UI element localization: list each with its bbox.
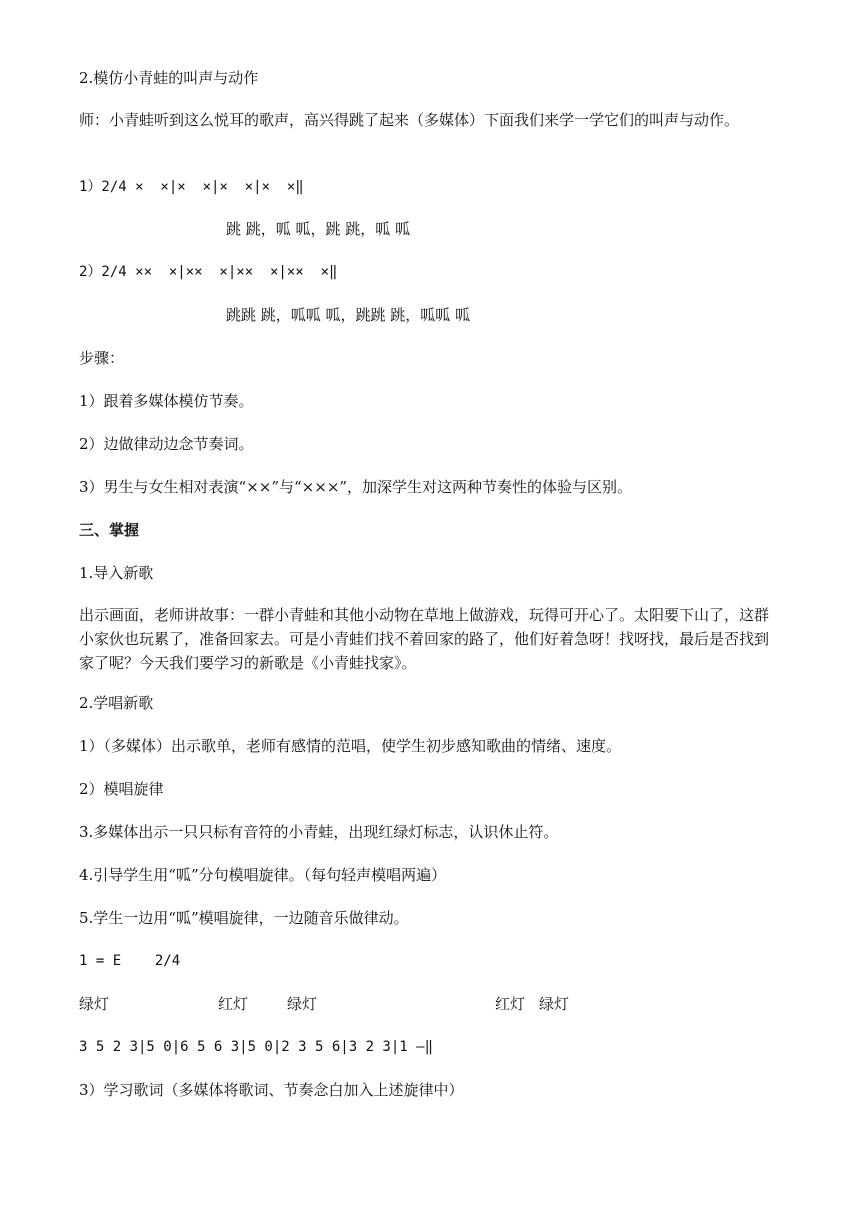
- green-light-label: 绿灯: [539, 995, 570, 1013]
- subheading-new-song: 1.导入新歌: [79, 564, 154, 582]
- rhythm-line-1: 1）2/4 × ×|× ×|× ×|× ×‖: [79, 179, 304, 195]
- section-heading-master: 三、掌握: [79, 521, 140, 539]
- red-light-label: 红灯: [218, 995, 249, 1013]
- item-4: 4.引导学生用“呱”分句模唱旋律。（每句轻声模唱两遍）: [79, 866, 447, 884]
- rhythm-words-2: 跳跳 跳，呱呱 呱，跳跳 跳，呱呱 呱: [226, 306, 471, 324]
- red-light-label: 红灯: [495, 995, 526, 1013]
- steps-heading: 步骤：: [79, 349, 125, 367]
- learn-lyrics-step: 3）学习歌词（多媒体将歌词、节奏念白加入上述旋律中）: [79, 1081, 464, 1099]
- green-light-label: 绿灯: [287, 995, 318, 1013]
- learn-step-2: 2）模唱旋律: [79, 780, 164, 798]
- learn-step-1: 1）（多媒体）出示歌单，老师有感情的范唱，使学生初步感知歌曲的情绪、速度。: [79, 737, 622, 755]
- key-signature: 1 = E 2/4: [79, 953, 181, 969]
- rhythm-words-1: 跳 跳，呱 呱，跳 跳，呱 呱: [226, 220, 411, 238]
- step-3: 3）男生与女生相对表演“××”与“×××”，加深学生对这两种节奏性的体验与区别。: [79, 478, 633, 496]
- heading-imitate-frog: 2.模仿小青蛙的叫声与动作: [79, 69, 259, 87]
- green-light-label: 绿灯: [79, 995, 110, 1013]
- story-paragraph: 出示画面，老师讲故事：一群小青蛙和其他小动物在草地上做游戏，玩得可开心了。太阳要下山了，这群小家伙也玩累了，准备回家去。可是小青蛙们找不着回家的路了，他们好着急呀！找呀找，最后是否找到家了呢？今天我们要学习的新歌是《小青蛙找家》。: [79, 606, 770, 672]
- step-2: 2）边做律动边念节奏词。: [79, 435, 254, 453]
- step-1: 1）跟着多媒体模仿节奏。: [79, 392, 254, 410]
- melody-notation: 3 5 2 3|5 0|6 5 6 3|5 0|2 3 5 6|3 2 3|1 —‖: [79, 1039, 434, 1055]
- teacher-intro-paragraph: 师：小青蛙听到这么悦耳的歌声，高兴得跳了起来（多媒体）下面我们来学一学它们的叫声与动作。: [79, 111, 740, 129]
- rhythm-line-2: 2）2/4 ×× ×|×× ×|×× ×|×× ×‖: [79, 264, 338, 280]
- item-3: 3.多媒体出示一只只标有音符的小青蛙，出现红绿灯标志，认识休止符。: [79, 823, 559, 841]
- subheading-learn-song: 2.学唱新歌: [79, 694, 154, 712]
- item-5: 5.学生一边用“呱”模唱旋律，一边随音乐做律动。: [79, 909, 409, 927]
